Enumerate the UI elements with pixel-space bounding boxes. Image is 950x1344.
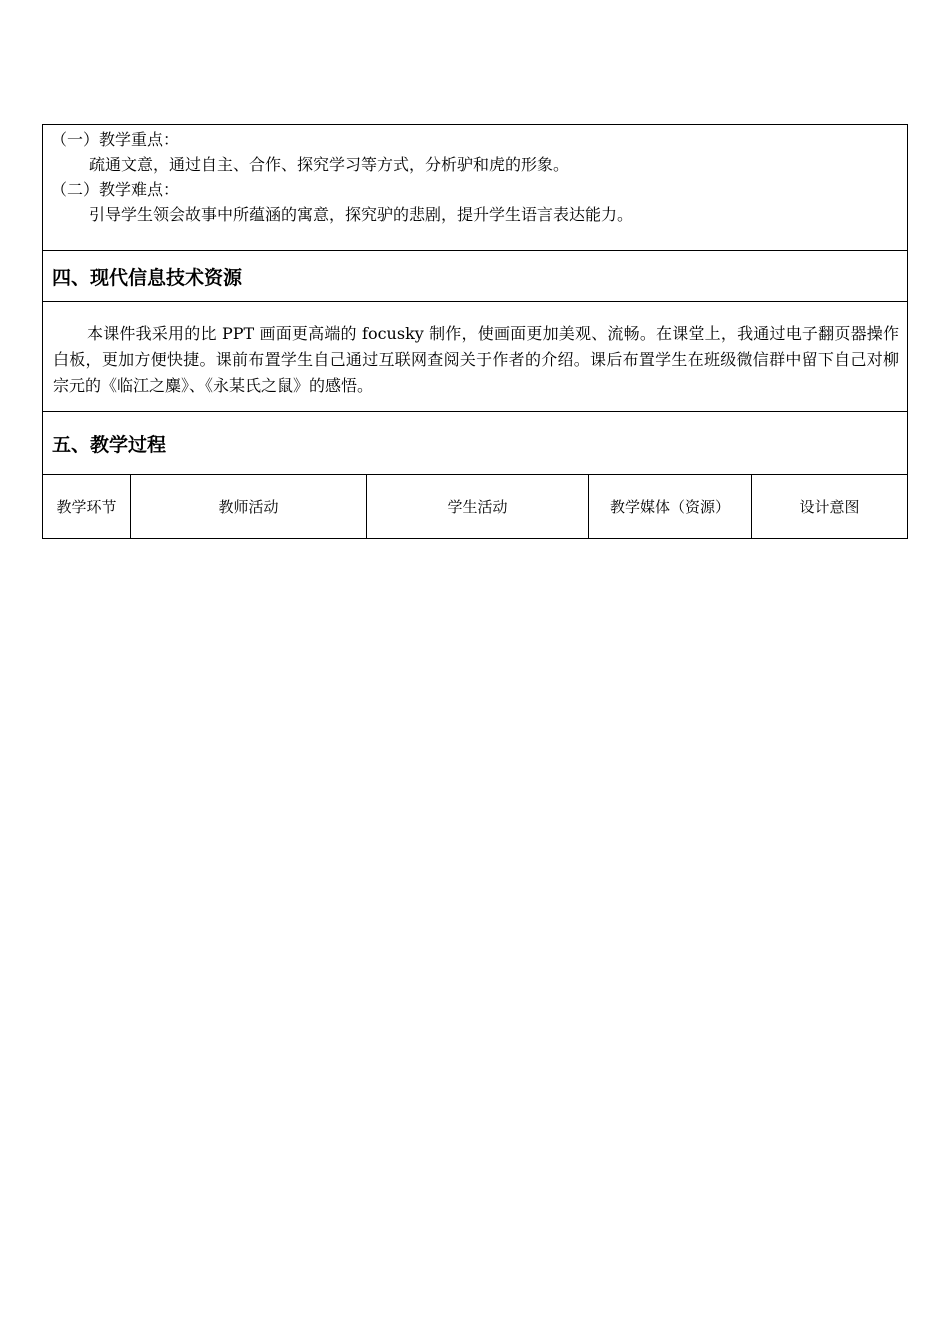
difficulty-text: 引导学生领会故事中所蕴涵的寓意，探究驴的悲剧，提升学生语言表达能力。 xyxy=(89,205,634,224)
difficulty-label: （二）教学难点： xyxy=(51,180,180,199)
section-4-paragraph: 本课件我采用的比 PPT 画面更高端的 focusky 制作，使画面更加美观、流畅。在课堂上，我通过电子翻页器操作白板，更加方便快捷。课前布置学生自己通过互联网查阅关于作者的介绍。课后布置学生在班级微信群中留下自己对柳宗元的《临江之麋》、《永某氏之鼠》的感悟。 xyxy=(53,324,899,395)
column-header-design-intent: 设计意图 xyxy=(799,498,860,516)
key-point-label: （一）教学重点： xyxy=(51,130,180,149)
key-point-text: 疏通文意，通过自主、合作、探究学习等方式，分析驴和虎的形象。 xyxy=(89,155,570,174)
column-header-student-activity: 学生活动 xyxy=(367,475,589,538)
column-header-teacher-activity: 教师活动 xyxy=(131,475,367,538)
column-header-media: 教学媒体（资源） xyxy=(589,475,752,538)
lesson-plan-table xyxy=(42,124,908,539)
section-4-content xyxy=(43,302,907,412)
process-table-header xyxy=(43,475,907,538)
teaching-focus-cell xyxy=(43,125,907,251)
section-4-heading: 四、现代信息技术资源 xyxy=(43,251,907,302)
section-5-heading: 五、教学过程 xyxy=(43,412,907,475)
column-header-stage: 教学环节 xyxy=(43,475,131,538)
